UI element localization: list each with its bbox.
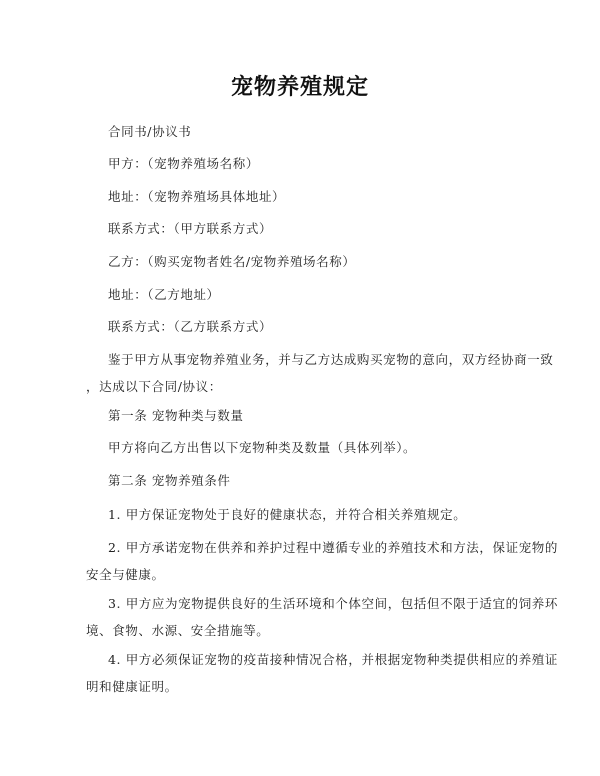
article-1-text: 甲方将向乙方出售以下宠物种类及数量（具体列举）。 xyxy=(108,440,417,455)
clause-3 xyxy=(86,596,559,639)
clause-4-line-2: 明和健康证明。 xyxy=(86,679,178,694)
party-b-contact: 联系方式：（乙方联系方式） xyxy=(108,319,273,334)
party-a-address: 地址：（宠物养殖场具体地址） xyxy=(108,189,286,204)
clause-3-line-2: 境、食物、水源、安全措施等。 xyxy=(86,623,270,638)
clause-1: 1. 甲方保证宠物处于良好的健康状态，并符合相关养殖规定。 xyxy=(108,507,467,522)
clause-3-line-1: 3. 甲方应为宠物提供良好的生活环境和个体空间，包括但不限于适宜的饲养环 xyxy=(108,596,559,611)
party-b-name: 乙方：（购买宠物者姓名/宠物养殖场名称） xyxy=(108,254,356,269)
clause-2-line-1: 2. 甲方承诺宠物在供养和养护过程中遵循专业的养殖技术和方法，保证宠物的 xyxy=(108,540,559,555)
party-b-address: 地址：（乙方地址） xyxy=(108,287,220,302)
article-1-heading: 第一条 宠物种类与数量 xyxy=(108,408,244,423)
party-a-contact: 联系方式：（甲方联系方式） xyxy=(108,221,273,236)
clause-2-line-2: 安全与健康。 xyxy=(86,567,165,582)
document-title: 宠物养殖规定 xyxy=(230,75,369,100)
party-a-name: 甲方：（宠物养殖场名称） xyxy=(108,156,259,171)
preamble-line-2: ，达成以下合同/协议： xyxy=(86,379,222,394)
clause-4 xyxy=(86,652,559,695)
clause-2 xyxy=(86,540,559,583)
preamble-line-1: 鉴于甲方从事宠物养殖业务，并与乙方达成购买宠物的意向，双方经协商一致 xyxy=(108,352,554,367)
preamble-paragraph xyxy=(86,352,554,395)
clause-4-line-1: 4. 甲方必须保证宠物的疫苗接种情况合格，并根据宠物种类提供相应的养殖证 xyxy=(108,652,559,667)
article-2-heading: 第二条 宠物养殖条件 xyxy=(108,473,231,488)
document-type-line: 合同书/协议书 xyxy=(108,124,192,139)
